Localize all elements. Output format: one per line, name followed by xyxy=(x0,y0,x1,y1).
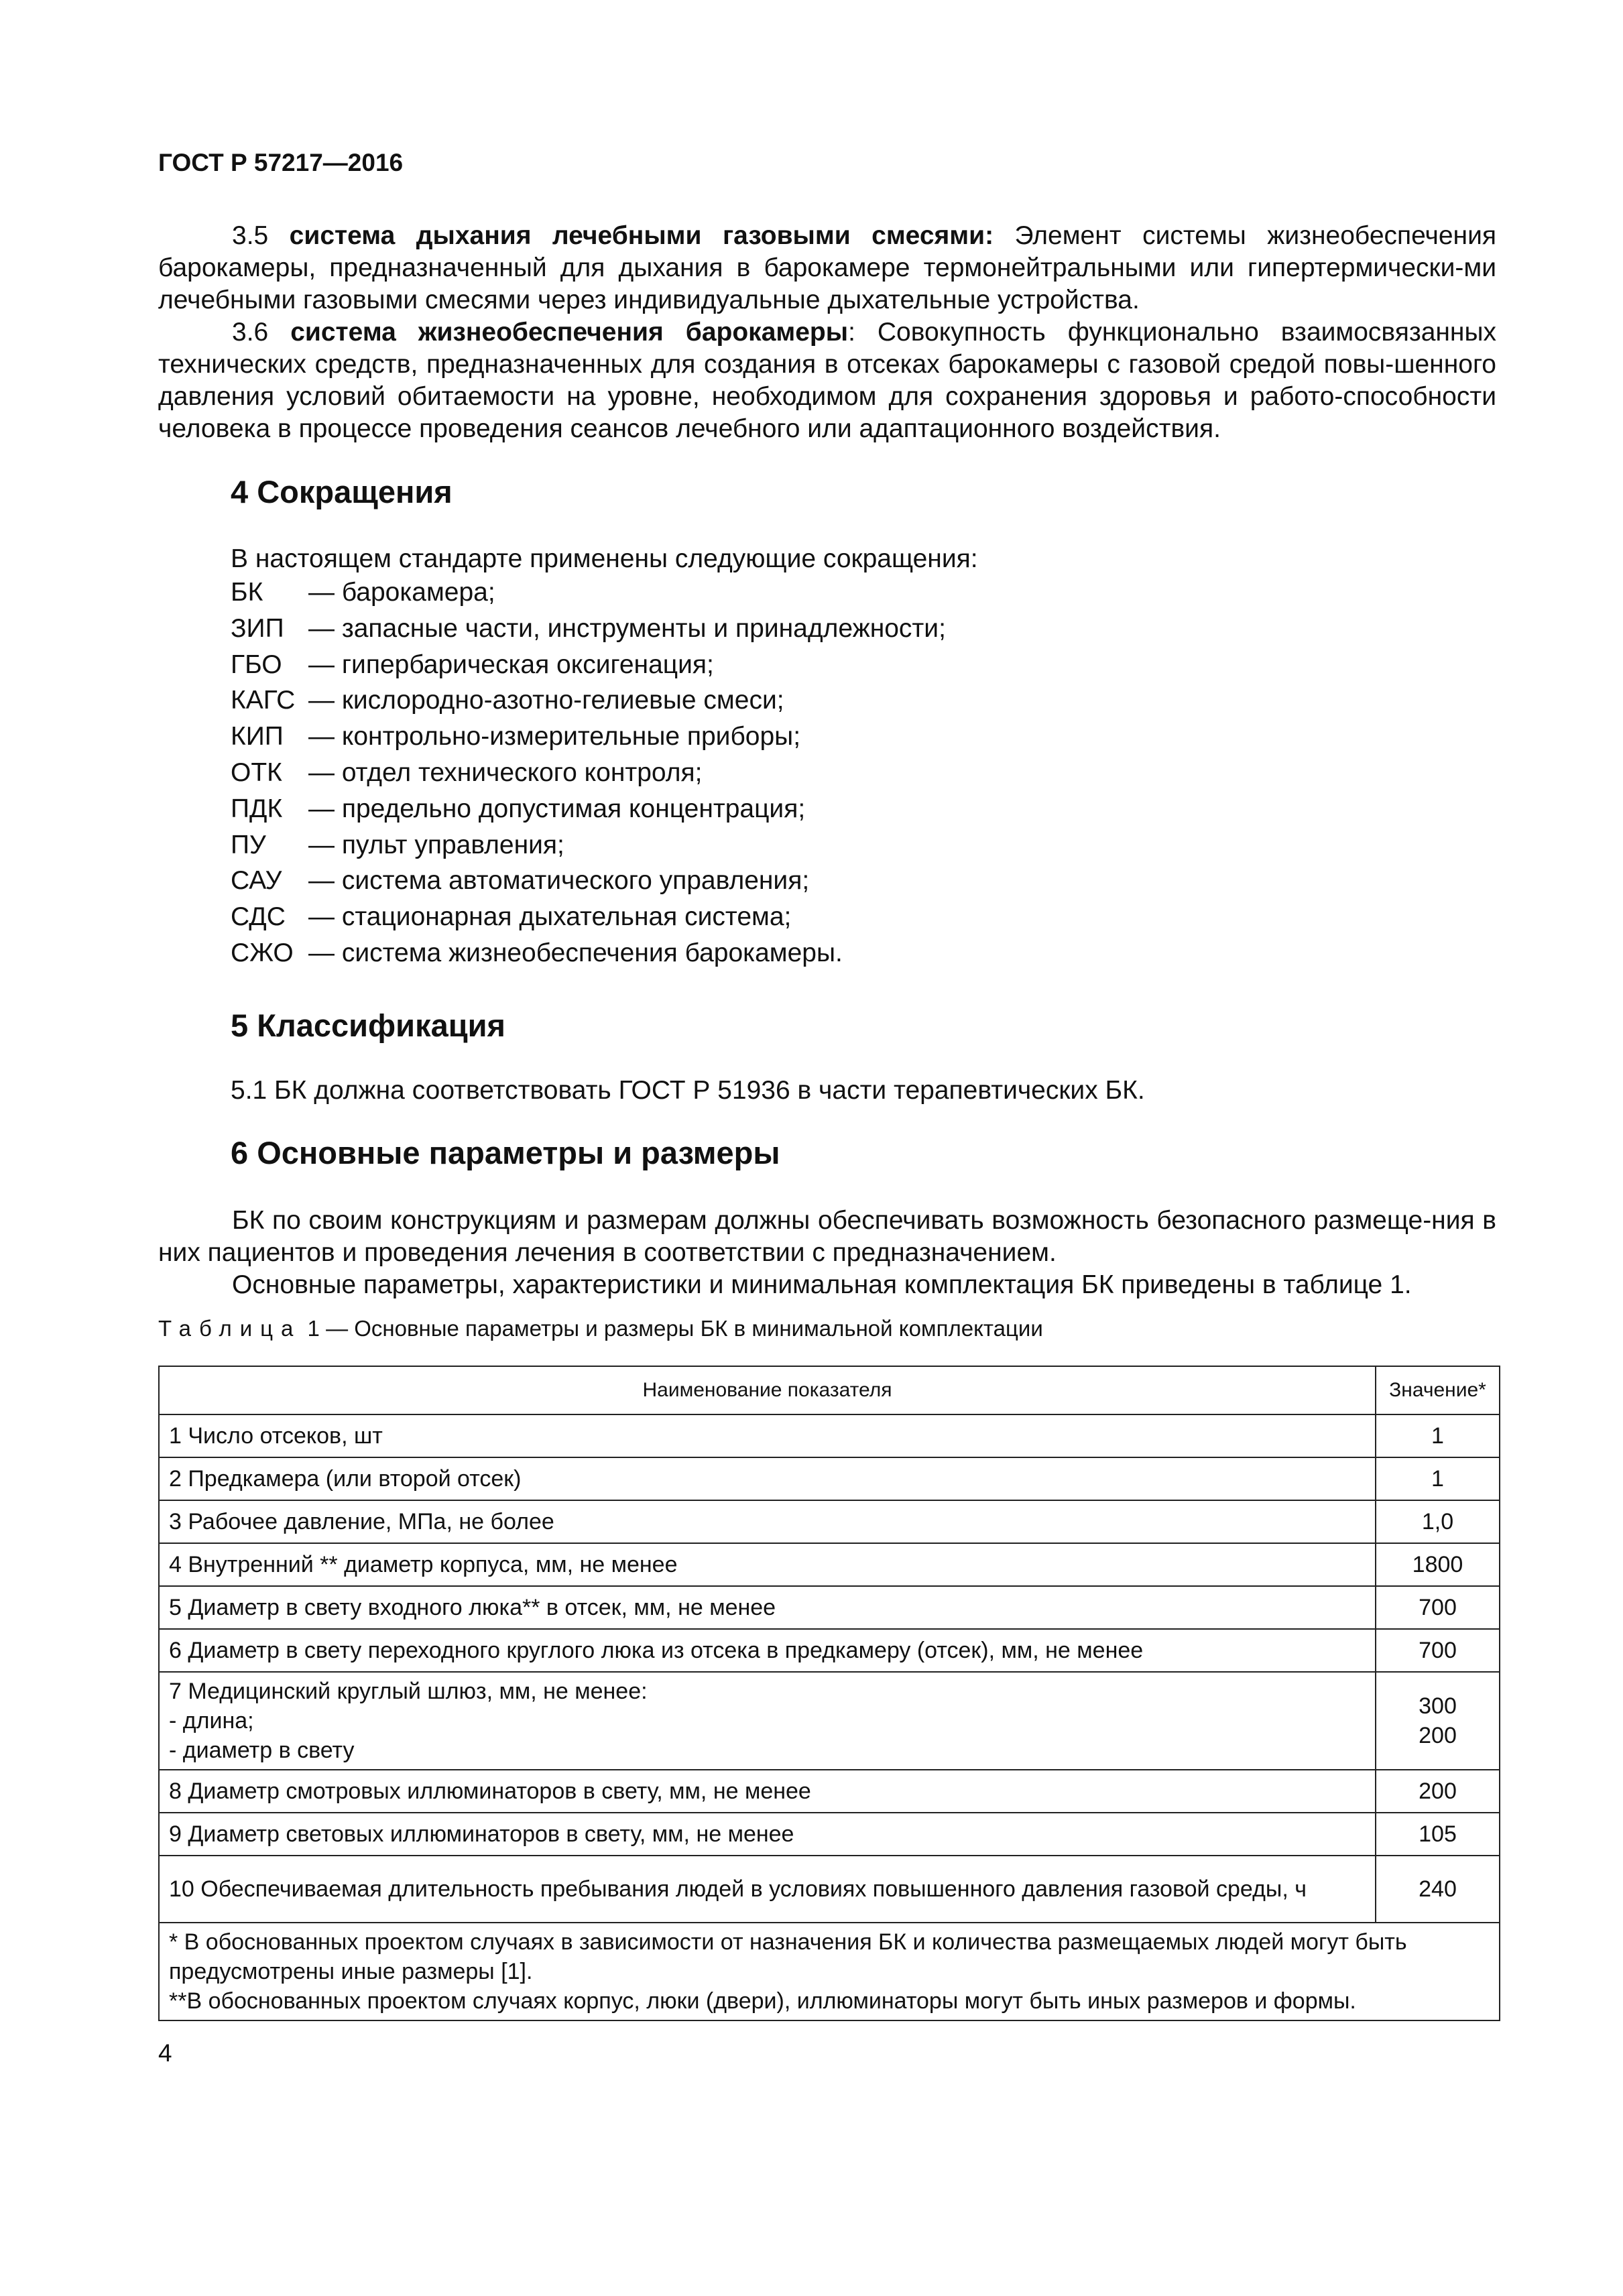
param-name: 9 Диаметр световых иллюминаторов в свету, мм, не менее xyxy=(159,1813,1376,1856)
param-value: 105 xyxy=(1376,1813,1500,1856)
param-line: 7 Медицинский круглый шлюз, мм, не менее: xyxy=(169,1679,648,1704)
list-item xyxy=(231,722,946,758)
document-header: ГОСТ Р 57217—2016 xyxy=(158,149,404,176)
abbr-key: КИП xyxy=(231,722,284,751)
footnote: **В обоснованных проектом случаях корпус, люки (двери), иллюминаторы могут быть иных размеров и формы. xyxy=(169,1988,1356,2014)
paragraph-6-intro: БК по своим конструкциям и размерам должны обеспечивать возможность безопасного размеще-ния в них пациентов и проведения лечения в соответствии с предназначением. xyxy=(158,1206,1496,1267)
param-name: 2 Предкамера (или второй отсек) xyxy=(159,1457,1376,1500)
definition: : Совокупность функционально взаимосвязанных технических средств, предназначенных для создания в отсеках барокамеры с газовой средой повы-шенного давления условий обитаемости на уровне, необходимом для сохранения здоровья и работо-способности человека в процессе проведения сеансов лечебного или адаптационного воздействия. xyxy=(158,318,1496,443)
parameters-table xyxy=(158,1366,1500,2021)
table-notes xyxy=(159,1923,1500,2020)
list-item xyxy=(231,794,946,831)
abbr-desc: — предельно допустимая концентрация; xyxy=(308,794,806,823)
table-row xyxy=(159,1770,1500,1813)
table-notes-row xyxy=(159,1923,1500,2020)
section-5-title: 5 Классификация xyxy=(231,1008,505,1043)
abbr-key: СЖО xyxy=(231,938,294,967)
param-line: - диаметр в свету xyxy=(169,1738,355,1763)
abbr-desc: — гипербарическая оксигенация; xyxy=(308,650,714,679)
column-header-value: Значение* xyxy=(1376,1366,1500,1414)
list-item xyxy=(231,578,946,614)
param-name xyxy=(159,1672,1376,1770)
page-number: 4 xyxy=(158,2039,172,2067)
param-name: 10 Обеспечиваемая длительность пребывания людей в условиях повышенного давления газовой среды, ч xyxy=(159,1856,1376,1923)
abbr-desc: — барокамера; xyxy=(308,578,495,607)
param-name: 8 Диаметр смотровых иллюминаторов в свету, мм, не менее xyxy=(159,1770,1376,1813)
abbr-desc: — кислородно-азотно-гелиевые смеси; xyxy=(308,686,784,715)
abbr-desc: — система автоматического управления; xyxy=(308,866,810,896)
section-4-title: 4 Сокращения xyxy=(231,474,453,509)
abbr-key: БК xyxy=(231,578,263,607)
param-value: 1 xyxy=(1376,1457,1500,1500)
abbr-key: КАГС xyxy=(231,686,296,715)
param-name: 6 Диаметр в свету переходного круглого люка из отсека в предкамеру (отсек), мм, не менее xyxy=(159,1629,1376,1672)
list-item xyxy=(231,902,946,939)
param-name: 3 Рабочее давление, МПа, не более xyxy=(159,1500,1376,1543)
abbr-key: САУ xyxy=(231,866,282,896)
definition: Элемент системы жизнеобеспечения барокамеры, предназначенный для дыхания в барокамере термонейтральными или гипертермически-ми лечебными газовыми смесями через индивидуальные дыхательные устройства. xyxy=(158,221,1496,314)
table-row xyxy=(159,1457,1500,1500)
list-item xyxy=(231,758,946,794)
table-row xyxy=(159,1543,1500,1586)
param-value: 1,0 xyxy=(1376,1500,1500,1543)
param-value: 1 xyxy=(1376,1414,1500,1457)
abbr-desc: — система жизнеобеспечения барокамеры. xyxy=(308,938,843,967)
table-caption xyxy=(158,1316,1043,1341)
column-header-name: Наименование показателя xyxy=(159,1366,1376,1414)
abbr-desc: — запасные части, инструменты и принадлежности; xyxy=(308,613,946,643)
param-value: 700 xyxy=(1376,1586,1500,1629)
param-value xyxy=(1376,1672,1500,1770)
abbr-desc: — стационарная дыхательная система; xyxy=(308,902,792,932)
abbr-key: ЗИП xyxy=(231,613,284,643)
paragraph-3-6 xyxy=(158,316,1496,445)
term: система жизнеобеспечения барокамеры xyxy=(290,318,849,347)
table-header-row xyxy=(159,1366,1500,1414)
list-item xyxy=(231,939,946,975)
list-item xyxy=(231,650,946,686)
abbreviations-list xyxy=(231,578,946,975)
footnote: * В обоснованных проектом случаях в зависимости от назначения БК и количества размещаемых людей могут быть предусмотрены иные размеры [1]. xyxy=(169,1929,1407,1984)
param-line: - длина; xyxy=(169,1708,254,1734)
param-name: 4 Внутренний ** диаметр корпуса, мм, не менее xyxy=(159,1543,1376,1586)
caption-text: 1 — Основные параметры и размеры БК в минимальной комплектации xyxy=(301,1316,1043,1341)
paragraph-6-table-ref: Основные параметры, характеристики и минимальная комплектация БК приведены в таблице 1. xyxy=(232,1270,1412,1299)
abbr-desc: — отдел технического контроля; xyxy=(308,758,703,787)
table-row xyxy=(159,1414,1500,1457)
table-row xyxy=(159,1856,1500,1923)
value-line: 200 xyxy=(1419,1723,1457,1748)
list-item xyxy=(231,614,946,650)
caption-label: Таблица xyxy=(158,1316,302,1341)
paragraph-3-5 xyxy=(158,220,1496,316)
value-line: 300 xyxy=(1419,1693,1457,1719)
abbr-key: ПУ xyxy=(231,830,266,859)
param-value: 200 xyxy=(1376,1770,1500,1813)
table-row xyxy=(159,1500,1500,1543)
clause-number: 3.5 xyxy=(232,221,290,250)
table-row xyxy=(159,1672,1500,1770)
abbreviations-intro: В настоящем стандарте применены следующие сокращения: xyxy=(231,544,978,573)
clause-number: 3.6 xyxy=(232,318,291,347)
param-value: 240 xyxy=(1376,1856,1500,1923)
list-item xyxy=(231,686,946,722)
list-item xyxy=(231,831,946,867)
param-value: 1800 xyxy=(1376,1543,1500,1586)
param-name: 1 Число отсеков, шт xyxy=(159,1414,1376,1457)
paragraph-5-1: 5.1 БК должна соответствовать ГОСТ Р 51936 в части терапевтических БК. xyxy=(231,1076,1145,1105)
abbr-desc: — пульт управления; xyxy=(308,830,564,859)
section-6-title: 6 Основные параметры и размеры xyxy=(231,1135,780,1170)
abbr-key: СДС xyxy=(231,902,286,932)
abbr-key: ОТК xyxy=(231,758,282,787)
table-row xyxy=(159,1586,1500,1629)
abbr-key: ГБО xyxy=(231,650,282,679)
abbr-desc: — контрольно-измерительные приборы; xyxy=(308,722,801,751)
list-item xyxy=(231,866,946,902)
table-row xyxy=(159,1813,1500,1856)
term: система дыхания лечебными газовыми смесями: xyxy=(289,221,994,250)
table-row xyxy=(159,1629,1500,1672)
param-value: 700 xyxy=(1376,1629,1500,1672)
abbr-key: ПДК xyxy=(231,794,283,823)
param-name: 5 Диаметр в свету входного люка** в отсек, мм, не менее xyxy=(159,1586,1376,1629)
